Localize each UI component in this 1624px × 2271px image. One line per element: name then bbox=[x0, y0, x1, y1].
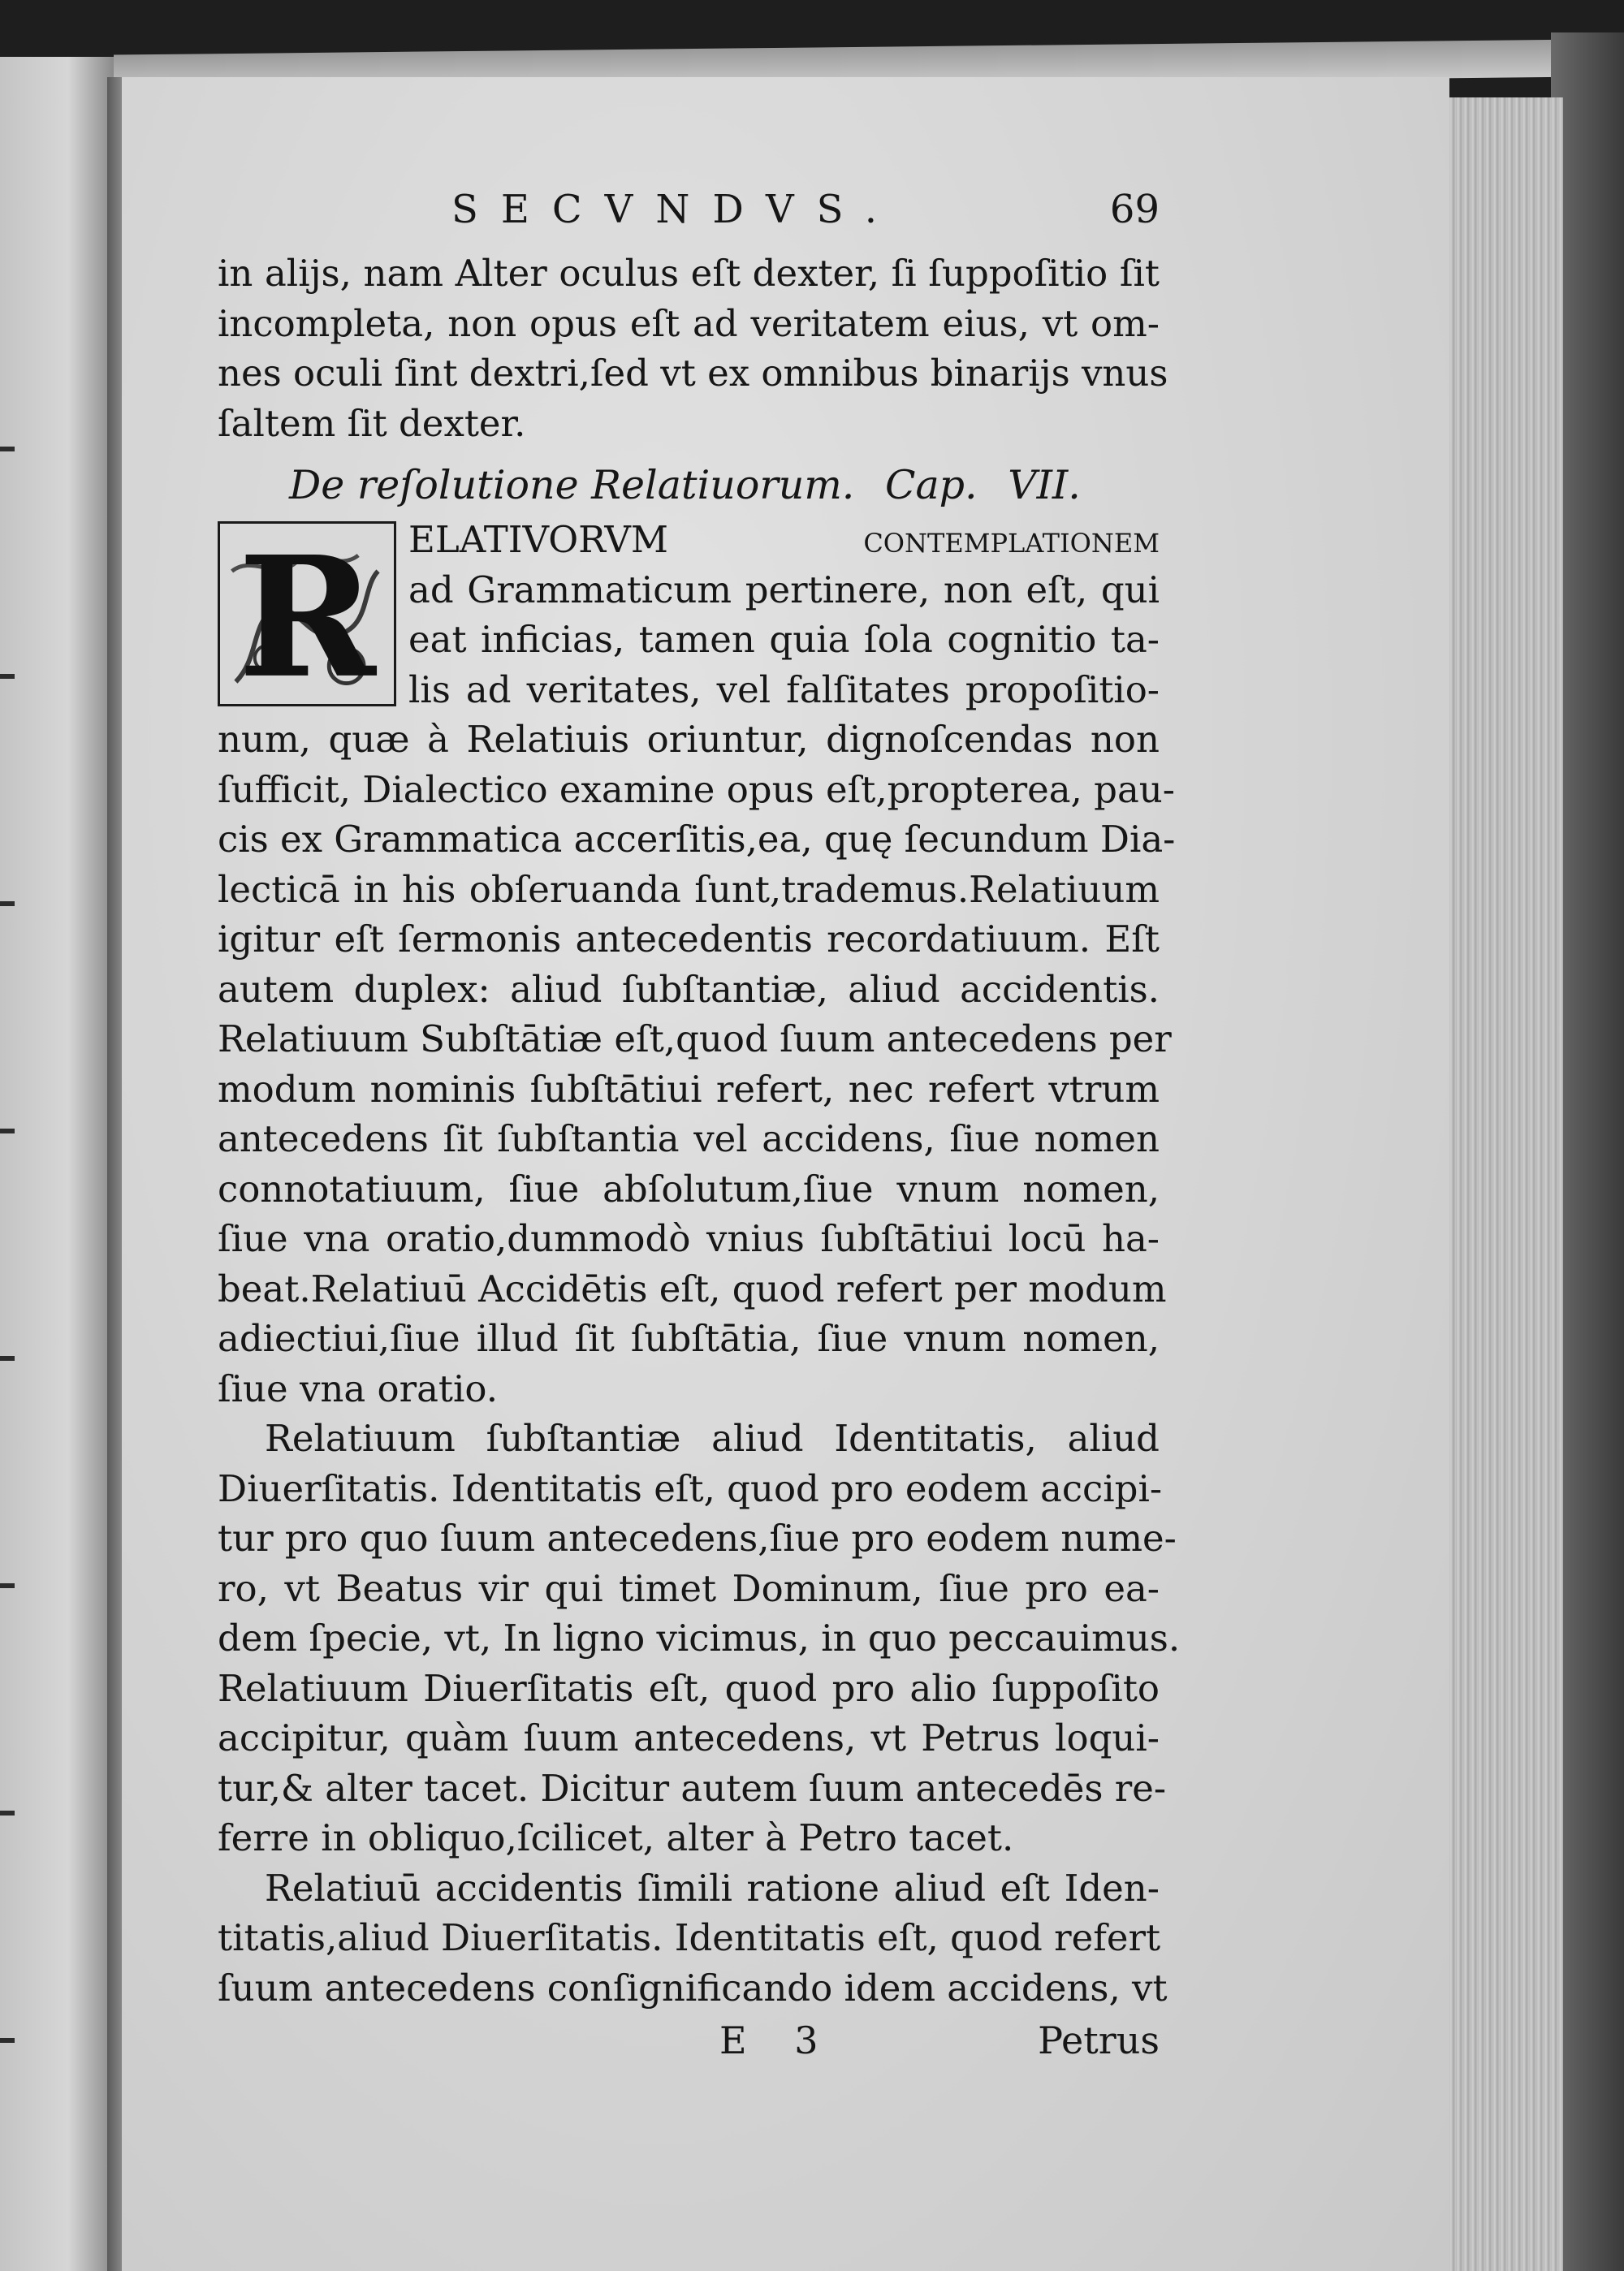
chapter-number: VII. bbox=[1008, 462, 1081, 508]
left-page-mark bbox=[0, 447, 15, 451]
left-page-mark bbox=[0, 2038, 15, 2043]
text-line: ſuum antecedens conſignificando idem accidens, vt bbox=[218, 1966, 1168, 2010]
page-footer bbox=[218, 2016, 1160, 2073]
text-line: num, quæ à Relatiuis oriuntur, dignoſcendas non bbox=[218, 718, 1160, 761]
chapter-cap-label: Cap. bbox=[884, 462, 978, 508]
text-line: beat.Relatiuū Accidētis eſt, quod refert per modum bbox=[218, 1267, 1167, 1310]
left-page-mark bbox=[0, 674, 15, 679]
text-line: eat inficias, tamen quia ſola cognitio ta- bbox=[408, 618, 1160, 661]
paragraph-1 bbox=[218, 715, 1176, 1414]
text-line: igitur eſt ſermonis antecedentis recordatiuum. Eſt bbox=[218, 917, 1160, 961]
page-text bbox=[218, 185, 1181, 2073]
left-page-edge bbox=[0, 57, 114, 2271]
text-line: cis ex Grammatica accerſitis,ea, quę ſecundum Dia- bbox=[218, 818, 1176, 861]
text-line: ſiue vna oratio,dummodò vnius ſubſtātiui locū ha- bbox=[218, 1217, 1160, 1260]
paragraph-2 bbox=[218, 1414, 1181, 1863]
text-line: incompleta, non opus eſt ad veritatem eius, vt om- bbox=[218, 301, 1160, 345]
running-head-title: SECVNDVS. bbox=[451, 187, 901, 232]
text-line: tur,& alter tacet. Dicitur autem ſuum antecedēs re- bbox=[218, 1766, 1167, 1810]
text-line: ro, vt Beatus vir qui timet Dominum, ſiue pro ea- bbox=[218, 1566, 1160, 1610]
text-line: modum nominis ſubſtātiui refert, nec refert vtrum bbox=[218, 1067, 1160, 1111]
text-line: ad Grammaticum pertinere, non eſt, qui bbox=[408, 568, 1160, 611]
text-line: ſaltem ſit dexter. bbox=[218, 401, 526, 445]
text-line: Relatiuū accidentis ſimili ratione aliud eſt Iden- bbox=[265, 1866, 1160, 1910]
text-line: ferre in obliquo,ſcilicet, alter à Petro tacet. bbox=[218, 1816, 1014, 1859]
left-page-mark bbox=[0, 1583, 15, 1588]
page-number: 69 bbox=[1109, 187, 1160, 232]
running-head bbox=[218, 185, 1160, 244]
text-line: ſiue vna oratio. bbox=[218, 1366, 499, 1410]
paragraph-3 bbox=[218, 1863, 1168, 2014]
left-page-mark bbox=[0, 1356, 15, 1361]
left-page-mark bbox=[0, 1129, 15, 1133]
page-fore-edge bbox=[1441, 97, 1563, 2271]
text-line: titatis,aliud Diuerſitatis. Identitatis eſt, quod refert bbox=[218, 1916, 1161, 1959]
left-page-mark bbox=[0, 901, 15, 906]
text-line: lis ad veritates, vel falſitates propoſitio- bbox=[408, 667, 1160, 711]
signature-mark: E 3 bbox=[719, 2018, 836, 2062]
text-line: in alijs, nam Alter oculus eſt dexter, ſi ſuppoſitio ſit bbox=[218, 252, 1160, 295]
text-line: ſufficit, Dialectico examine opus eſt,propterea, pau- bbox=[218, 767, 1175, 811]
chapter-title: De reſolutione Relatiuorum. bbox=[289, 462, 855, 508]
text-line: adiectiui,ſiue illud ſit ſubſtātia, ſiue vnum nomen, bbox=[218, 1317, 1160, 1360]
text-line: ELATIVORVM contemplationem bbox=[408, 518, 1160, 561]
text-line: autem duplex: aliud ſubſtantiæ, aliud accidentis. bbox=[218, 967, 1160, 1011]
text-line: nes oculi ſint dextri,ſed vt ex omnibus binarijs vnus bbox=[218, 352, 1168, 395]
text-line: Relatiuum Diuerſitatis eſt, quod pro alio ſuppoſito bbox=[218, 1666, 1160, 1710]
text-line: tur pro quo ſuum antecedens,ſiue pro eodem nume- bbox=[218, 1517, 1177, 1560]
decorated-initial-art bbox=[220, 524, 394, 704]
text-line: Relatiuum Subſtātiæ eſt,quod ſuum antecedens per bbox=[218, 1017, 1172, 1060]
drop-cap-paragraph bbox=[218, 515, 1160, 715]
text-line: antecedens ſit ſubſtantia vel accidens, ſiue nomen bbox=[218, 1117, 1160, 1160]
text-line: connotatiuum, ſiue abſolutum,ſiue vnum nomen, bbox=[218, 1167, 1160, 1211]
catchword: Petrus bbox=[1038, 2018, 1160, 2062]
chapter-heading bbox=[218, 456, 1160, 515]
text-line: Relatiuum ſubſtantiæ aliud Identitatis, aliud bbox=[265, 1417, 1160, 1460]
drop-cap-letter: R bbox=[238, 524, 376, 704]
text-line: Diuerſitatis. Identitatis eſt, quod pro eodem accipi- bbox=[218, 1466, 1163, 1510]
decorated-initial bbox=[218, 521, 396, 706]
text-line: dem ſpecie, vt, In ligno vicimus, in quo peccauimus. bbox=[218, 1617, 1181, 1660]
text-line: accipitur, quàm ſuum antecedens, vt Petrus loqui- bbox=[218, 1716, 1160, 1759]
left-page-mark bbox=[0, 1811, 15, 1816]
text-line: lecticā in his obſeruanda ſunt,trademus.Relatiuum bbox=[218, 867, 1160, 911]
intro-passage bbox=[218, 248, 1168, 448]
